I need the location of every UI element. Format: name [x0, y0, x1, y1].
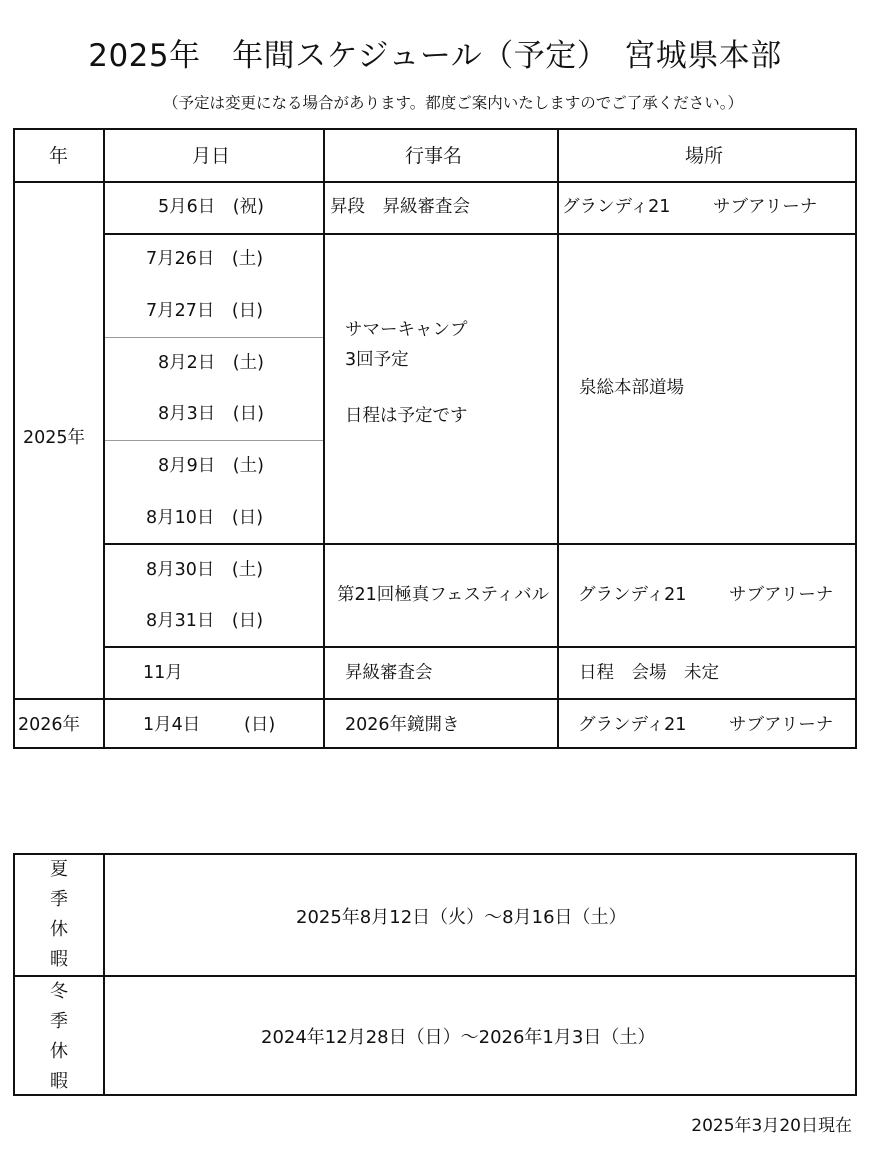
header-date: 月日	[192, 145, 231, 167]
date-cell: 5月6日 (祝)	[158, 197, 264, 217]
row-divider	[104, 543, 855, 545]
event-cell: 3回予定	[345, 350, 409, 370]
schedule-table	[13, 128, 857, 749]
col-divider	[323, 130, 325, 747]
place-hall: サブアリーナ	[713, 197, 818, 217]
event-cell: 第21回極真フェスティバル	[337, 585, 550, 605]
holiday-table	[13, 853, 857, 1096]
as-of-date: 2025年3月20日現在	[691, 1116, 852, 1136]
header-event: 行事名	[405, 145, 463, 167]
holiday-col-divider	[103, 855, 105, 1094]
row-divider	[104, 646, 855, 648]
summer-holiday-period: 2025年8月12日（火）～8月16日（土）	[296, 907, 627, 928]
date-cell: 8月10日 (日)	[146, 508, 264, 528]
camp-subdivider	[104, 337, 324, 338]
date-cell: 8月3日 (日)	[158, 404, 264, 424]
weekday-cell: (日)	[244, 715, 276, 735]
page-title: 2025年 年間スケジュール（予定） 宮城県本部	[88, 38, 782, 74]
place-venue: グランディ21	[578, 585, 687, 605]
date-cell: 8月31日 (日)	[146, 611, 264, 631]
event-cell: 昇級審査会	[345, 663, 433, 683]
winter-holiday-label: 冬 季 休 暇	[50, 981, 68, 1092]
schedule-note: （予定は変更になる場合があります。都度ご案内いたしますのでご了承ください。）	[163, 94, 744, 112]
date-cell: 8月30日 (土)	[146, 560, 264, 580]
place-venue: グランディ21	[578, 715, 687, 735]
event-cell: 昇段 昇級審査会	[330, 197, 470, 217]
place-venue: グランディ21	[562, 197, 671, 217]
winter-holiday-period: 2024年12月28日（日）～2026年1月3日（土）	[261, 1027, 656, 1048]
date-cell: 8月9日 (土)	[158, 456, 264, 476]
row-divider	[104, 233, 855, 235]
col-divider	[557, 130, 559, 747]
holiday-divider	[15, 975, 855, 977]
date-cell: 8月2日 (土)	[158, 353, 264, 373]
date-cell: 7月26日 (土)	[146, 249, 264, 269]
year-label-2025: 2025年	[23, 428, 86, 448]
header-place: 場所	[685, 145, 724, 167]
event-cell: サマーキャンプ	[345, 320, 468, 340]
place-cell: 日程 会場 未定	[579, 663, 719, 683]
place-hall: サブアリーナ	[729, 715, 834, 735]
place-cell: 泉総本部道場	[579, 378, 684, 398]
header-divider	[15, 181, 855, 183]
place-hall: サブアリーナ	[729, 585, 834, 605]
date-cell: 11月	[143, 663, 183, 683]
date-cell: 7月27日 (日)	[146, 301, 264, 321]
camp-subdivider	[104, 440, 324, 441]
date-cell: 1月4日	[143, 715, 201, 735]
col-divider	[103, 130, 105, 747]
header-year: 年	[49, 145, 69, 167]
year-divider	[15, 698, 855, 700]
event-cell: 2026年鏡開き	[345, 715, 460, 735]
summer-holiday-label: 夏 季 休 暇	[50, 859, 68, 970]
event-cell: 日程は予定です	[345, 406, 468, 426]
year-label-2026: 2026年	[18, 715, 81, 735]
